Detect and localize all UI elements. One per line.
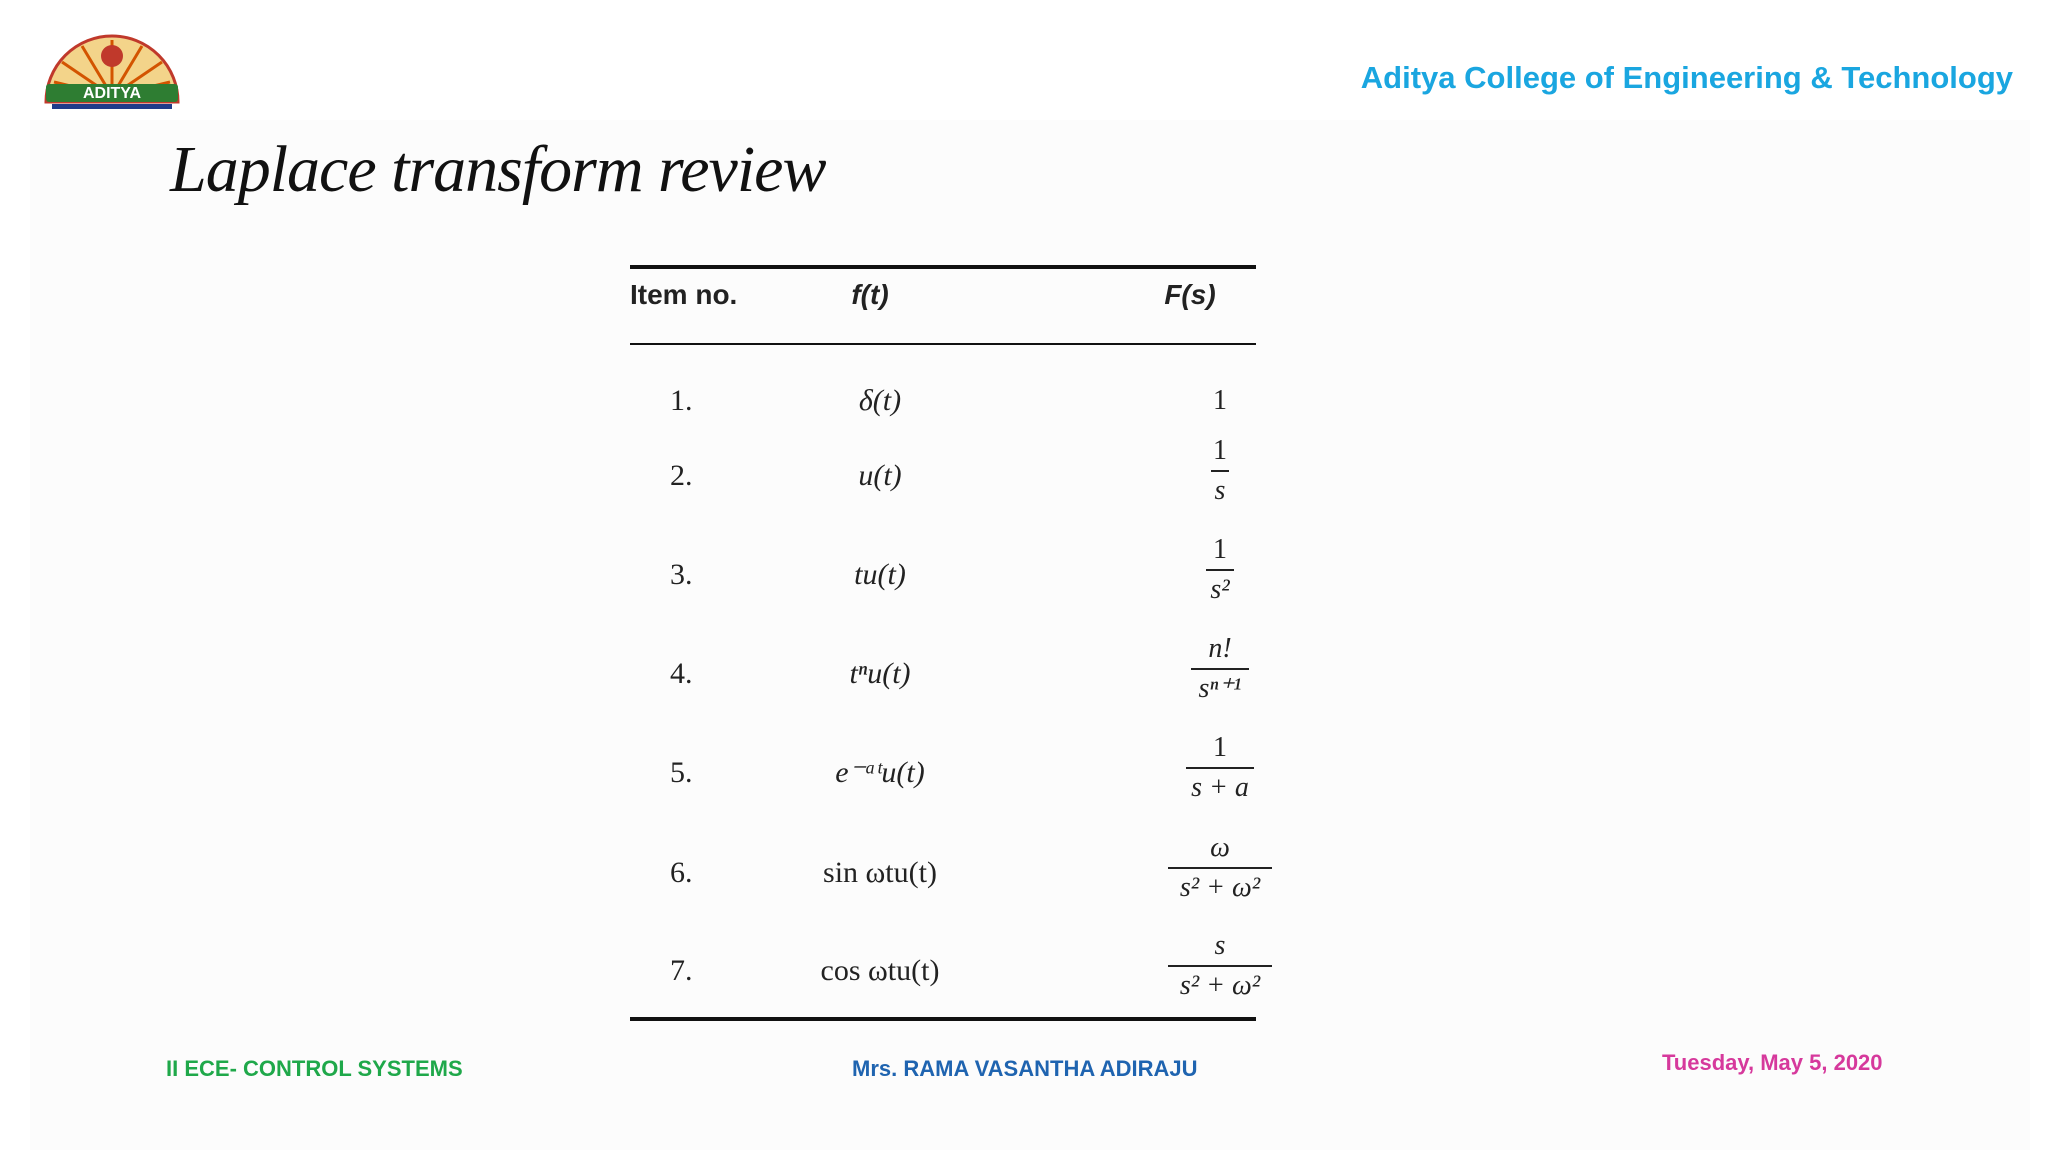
item-number: 3.: [670, 558, 693, 591]
table-row: [630, 832, 1261, 903]
laplace-fraction: [1140, 434, 1300, 508]
item-number: 1.: [670, 384, 693, 417]
fraction-bar: [1206, 569, 1234, 571]
time-function: sin ωtu(t): [823, 856, 937, 889]
time-function: δ(t): [858, 384, 902, 417]
footer-course: II ECE- CONTROL SYSTEMS: [166, 1056, 463, 1081]
college-logo: [38, 22, 186, 110]
logo-text: ADITYA: [82, 85, 142, 102]
table-header-rule: [630, 343, 1256, 345]
header-fs: F(s): [1164, 279, 1216, 310]
college-name: Aditya College of Engineering & Technology: [1360, 60, 2013, 95]
time-function: tu(t): [854, 558, 906, 591]
table-row: [630, 633, 1256, 704]
table-bottom-rule: [630, 1017, 1256, 1021]
numerator: 1: [1213, 732, 1227, 763]
item-number: 2.: [670, 459, 693, 492]
laplace-fraction: [1140, 731, 1300, 805]
table-row: [630, 435, 1256, 506]
denominator: s + a: [1191, 772, 1249, 803]
laplace-fraction: [1140, 632, 1300, 706]
denominator: s²: [1210, 574, 1230, 605]
table-row: [630, 732, 1256, 803]
item-number: 7.: [670, 954, 693, 987]
denominator: s² + ω²: [1179, 970, 1261, 1001]
laplace-table: [630, 265, 1261, 1021]
header-ft: f(t): [851, 279, 889, 310]
laplace-fraction: [1140, 831, 1300, 905]
fraction-bar: [1211, 470, 1229, 472]
denominator: s: [1214, 475, 1226, 506]
fraction-bar: [1186, 767, 1254, 769]
laplace-value: 1: [1213, 385, 1227, 416]
laplace-fraction: [1140, 929, 1300, 1003]
fraction-bar: [1168, 965, 1272, 967]
time-function: e⁻ᵃᵗu(t): [835, 756, 925, 789]
slide-title: Laplace transform review: [170, 133, 826, 206]
item-number: 4.: [670, 657, 693, 690]
table-row: [630, 534, 1256, 605]
denominator: s² + ω²: [1179, 872, 1261, 903]
table-row: [630, 381, 1256, 421]
denominator: sⁿ⁺¹: [1198, 673, 1242, 704]
fraction-bar: [1168, 867, 1272, 869]
table-row: [630, 930, 1261, 1001]
time-function: u(t): [858, 459, 902, 492]
numerator: 1: [1213, 534, 1227, 565]
laplace-fraction: [1140, 533, 1300, 607]
item-number: 6.: [670, 856, 693, 889]
numerator: n!: [1208, 633, 1232, 664]
numerator: s: [1214, 930, 1226, 961]
header-item-no: Item no.: [630, 279, 738, 310]
item-number: 5.: [670, 756, 693, 789]
footer-date: Tuesday, May 5, 2020: [1662, 1050, 1883, 1075]
time-function: cos ωtu(t): [820, 954, 940, 987]
table-top-rule: [630, 265, 1256, 269]
numerator: 1: [1213, 435, 1227, 466]
footer-instructor: Mrs. RAMA VASANTHA ADIRAJU: [852, 1056, 1198, 1081]
fraction-bar: [1191, 668, 1249, 670]
numerator: ω: [1210, 832, 1230, 863]
time-function: tⁿu(t): [849, 657, 911, 690]
